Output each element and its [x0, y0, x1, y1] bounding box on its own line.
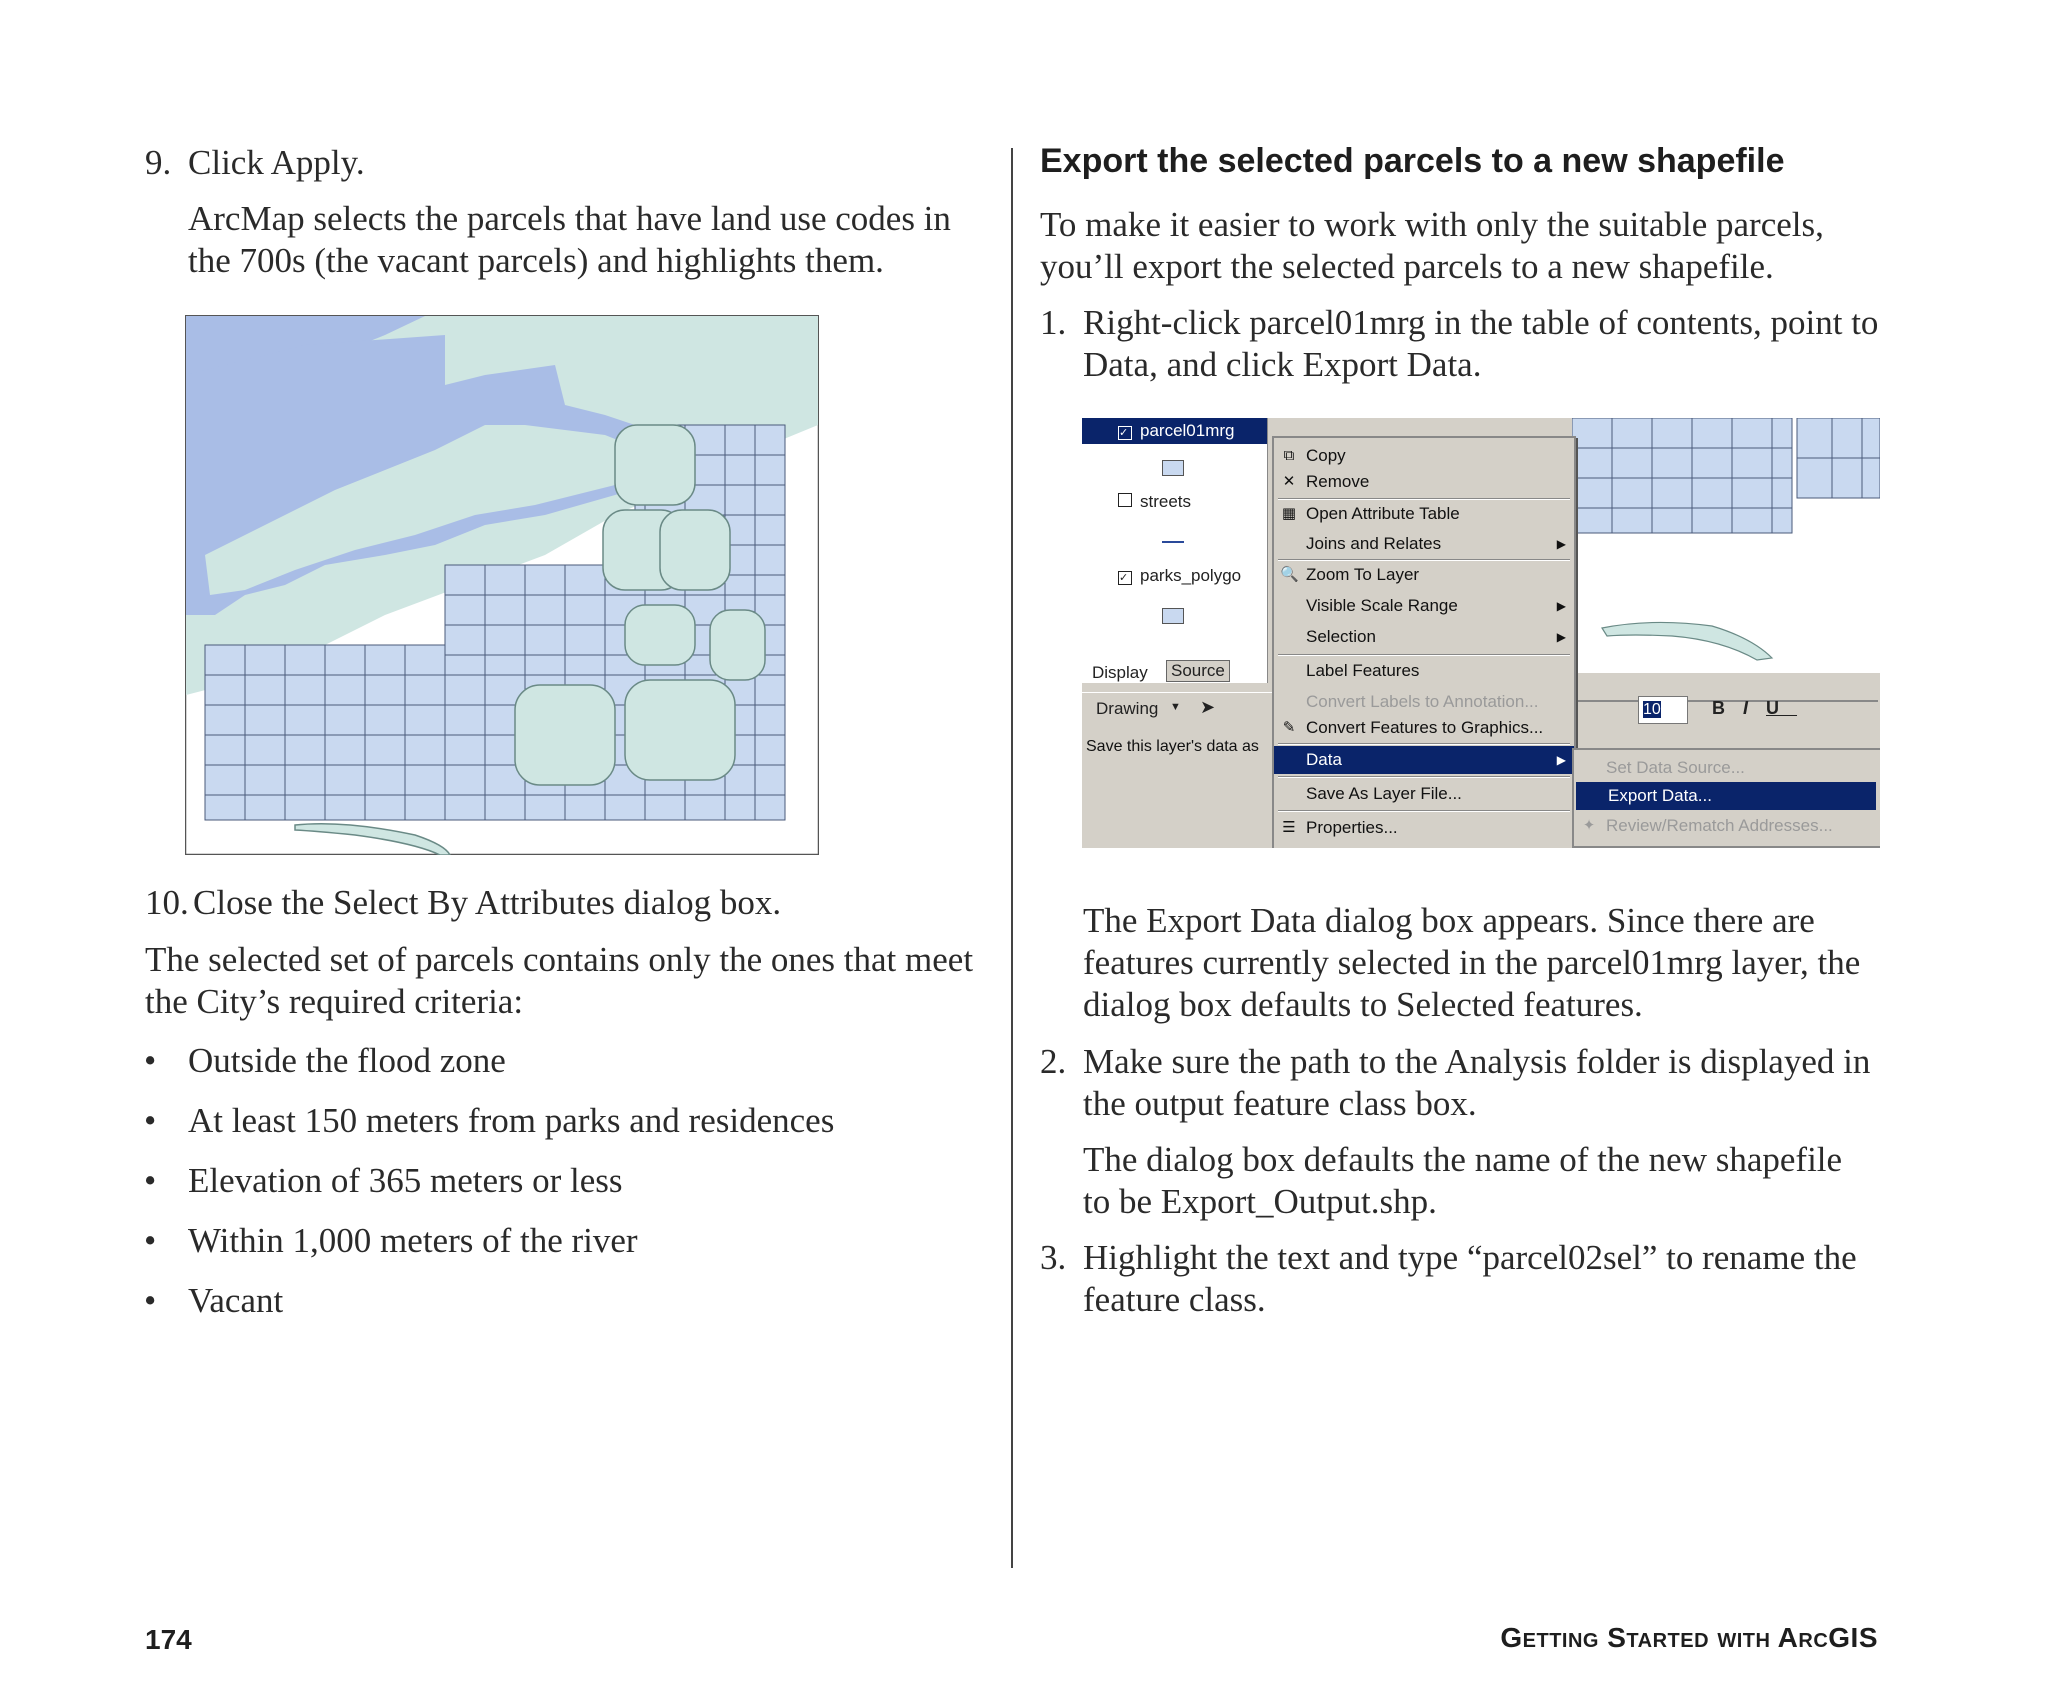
list-item-text: Within 1,000 meters of the river — [188, 1221, 638, 1260]
layer-name: parks_polygo — [1140, 566, 1242, 585]
pointer-icon[interactable]: ➤ — [1200, 697, 1216, 717]
step-2-description: The dialog box defaults the name of the new shapefile to be Export_Output.shp. — [1083, 1140, 1843, 1221]
step-10-number: 10. — [145, 883, 189, 922]
menu-item-zoom-to-layer[interactable]: 🔍 Zoom To Layer — [1280, 565, 1420, 584]
step-2-text: Make sure the path to the Analysis folder is displayed in the output feature class box. — [1083, 1042, 1871, 1123]
column-divider — [1011, 148, 1013, 1568]
bullet-icon: • — [144, 1221, 157, 1260]
bullet-icon: • — [144, 1281, 157, 1320]
submenu-arrow-icon: ▶ — [1556, 599, 1566, 613]
menu-item-selection[interactable]: Selection ▶ — [1274, 623, 1574, 651]
submenu-arrow-icon: ▶ — [1556, 753, 1566, 767]
submenu-arrow-icon: ▶ — [1556, 537, 1566, 551]
layer-parks[interactable] — [1118, 566, 1241, 586]
line-symbol — [1162, 541, 1184, 543]
section-intro: To make it easier to work with only the suitable parcels, you’ll export the selected parcels to a new shapefile. — [1040, 205, 1824, 286]
bullet-icon: • — [144, 1161, 157, 1200]
menu-separator — [1278, 810, 1570, 812]
step-10-text: Close the Select By Attributes dialog box. — [193, 883, 782, 922]
menu-separator — [1278, 776, 1570, 778]
menu-item-visible-scale-range[interactable]: Visible Scale Range ▶ — [1274, 592, 1574, 620]
step-1-text: Right-click parcel01mrg in the table of contents, point to Data, and click Export Data. — [1083, 303, 1879, 384]
font-size-box[interactable] — [1638, 696, 1688, 724]
checkbox-icon[interactable] — [1118, 493, 1132, 507]
checkbox-icon[interactable]: ✓ — [1118, 426, 1132, 440]
list-item — [144, 1040, 968, 1100]
drawing-menu[interactable]: Drawing — [1096, 699, 1159, 718]
menu-item-save-as-layer-file[interactable]: Save As Layer File... — [1306, 784, 1462, 803]
table-icon: ▦ — [1281, 505, 1297, 522]
layer-parcel01mrg[interactable] — [1118, 421, 1235, 441]
list-item-text: Outside the flood zone — [188, 1041, 506, 1080]
menu-item-convert-features[interactable]: ✎ Convert Features to Graphics... — [1274, 714, 1574, 742]
menu-separator — [1278, 654, 1570, 656]
book-title: Getting Started with ArcGIS — [1500, 1622, 1878, 1653]
menu-item-remove[interactable]: ✕ Remove — [1274, 468, 1574, 496]
criteria-list — [144, 1040, 968, 1340]
step-9-text: Click Apply. — [188, 143, 365, 182]
properties-icon: ☰ — [1282, 819, 1296, 836]
step-1-number: 1. — [1040, 303, 1067, 342]
layer-symbol — [1162, 460, 1184, 476]
data-submenu — [1572, 748, 1880, 848]
step-3-text: Highlight the text and type “parcel02sel” to rename the feature class. — [1083, 1238, 1857, 1319]
font-size-value: 10 — [1643, 701, 1661, 718]
menu-item-review-rematch: ✦ Review/Rematch Addresses... — [1574, 812, 1880, 840]
menu-separator — [1278, 743, 1570, 745]
zoom-icon: 🔍 — [1280, 566, 1299, 583]
dropdown-arrow-icon[interactable]: ▼ — [1170, 701, 1181, 713]
layer-name: streets — [1140, 492, 1192, 511]
drawing-toolbar — [1082, 692, 1272, 725]
step-3 — [1040, 1237, 1885, 1321]
layer-symbol — [1162, 608, 1184, 624]
step-3-number: 3. — [1040, 1238, 1067, 1277]
menu-item-label-features[interactable]: Label Features — [1306, 661, 1420, 680]
layer-streets[interactable] — [1118, 492, 1191, 512]
list-item — [144, 1160, 968, 1220]
layer-name: parcel01mrg — [1140, 421, 1235, 440]
menu-item-convert-labels: Convert Labels to Annotation... — [1306, 692, 1539, 711]
step-9-number: 9. — [145, 143, 172, 182]
menu-item-export-data[interactable]: Export Data... — [1576, 782, 1876, 810]
step-2-number: 2. — [1040, 1042, 1067, 1081]
step-9-description: ArcMap selects the parcels that have land use codes in the 700s (the vacant parcels) and highlights them. — [188, 199, 951, 280]
menu-item-properties[interactable]: ☰ Properties... — [1274, 814, 1574, 842]
copy-icon: ⧉ — [1283, 447, 1295, 464]
review-icon: ✦ — [1582, 817, 1596, 834]
criteria-intro: The selected set of parcels contains only the ones that meet the City’s required criteria: — [145, 940, 974, 1021]
menu-item-joins-relates[interactable]: Joins and Relates ▶ — [1274, 530, 1574, 558]
format-buttons: BIU — [1712, 698, 1798, 718]
bullet-icon: • — [144, 1101, 157, 1140]
submenu-arrow-icon: ▶ — [1556, 630, 1566, 644]
remove-icon: ✕ — [1282, 473, 1296, 490]
tab-display[interactable]: Display — [1092, 663, 1148, 682]
bullet-icon: • — [144, 1041, 157, 1080]
page-number: 174 — [145, 1624, 192, 1655]
menu-item-open-attribute-table[interactable]: ▦ Open Attribute Table — [1281, 504, 1460, 523]
list-item — [144, 1100, 968, 1160]
convert-icon: ✎ — [1282, 719, 1296, 736]
list-item-text: Vacant — [188, 1281, 284, 1320]
menu-item-data[interactable]: Data ▶ — [1274, 746, 1574, 774]
list-item — [144, 1280, 968, 1340]
step-1 — [1040, 302, 1880, 386]
section-heading: Export the selected parcels to a new shapefile — [1040, 142, 1785, 180]
table-of-contents — [1082, 418, 1268, 683]
step-10 — [145, 882, 782, 924]
menu-item-copy[interactable]: ⧉ Copy — [1274, 442, 1574, 470]
list-item-text: At least 150 meters from parks and residences — [188, 1101, 835, 1140]
menu-item-set-data-source: Set Data Source... — [1606, 758, 1745, 777]
step-2 — [1040, 1041, 1885, 1125]
map-figure — [185, 315, 819, 855]
list-item-text: Elevation of 365 meters or less — [188, 1161, 623, 1200]
status-bar: Save this layer's data as — [1086, 738, 1259, 755]
context-menu-screenshot — [1082, 418, 1880, 848]
export-dialog-description: The Export Data dialog box appears. Since there are features currently selected in the parcel01mrg layer, the dialog box defaults to Selected features. — [1083, 901, 1861, 1024]
context-menu — [1272, 436, 1576, 848]
checkbox-icon[interactable]: ✓ — [1118, 571, 1132, 585]
tab-source[interactable]: Source — [1166, 660, 1230, 682]
map-image — [185, 315, 819, 855]
list-item — [144, 1220, 968, 1280]
step-9 — [145, 142, 365, 184]
